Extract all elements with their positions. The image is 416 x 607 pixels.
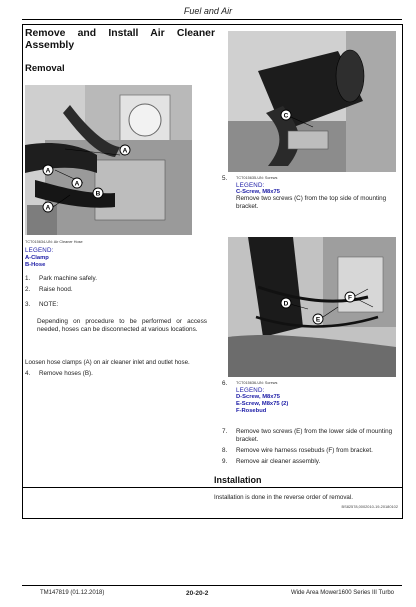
right-column	[214, 25, 402, 518]
callout-label-d: D	[283, 300, 289, 308]
content-frame	[22, 24, 403, 519]
footer-manual-id: TM147819 (01.12.2018)	[40, 590, 105, 596]
step-5-text: Remove two screws (C) from the top side of mounting bracket.	[236, 195, 387, 210]
step-7-text: Remove two screws (E) from the lower side of mounting bracket.	[236, 428, 393, 443]
step-6-number: 6.	[222, 380, 228, 387]
figure2-legend-screw-c: C-Screw, M8x75	[236, 189, 280, 195]
step-8-text: Remove wire harness rosebuds (F) from bracket.	[236, 447, 373, 454]
step-1-number: 1.	[25, 275, 31, 282]
callout-label-a-3: A	[74, 180, 80, 188]
figure3-legend-title: LEGEND:	[236, 387, 265, 394]
footer-page-number: 20-20-2	[186, 590, 209, 597]
figure1-legend-title: LEGEND:	[25, 247, 54, 254]
footer-rule	[22, 585, 402, 586]
figure3-caption: TCT015636-UN: Screws	[236, 381, 278, 385]
step-4-text: Remove hoses (B).	[39, 370, 93, 377]
step-7-number: 7.	[222, 428, 228, 435]
section-title	[25, 28, 215, 52]
step-1-text: Park machine safely.	[39, 275, 97, 282]
figure1-legend-hose: B-Hose	[25, 262, 46, 268]
figure3-legend-screw-e: E-Screw, M8x75 (2)	[236, 401, 289, 407]
figure-screws-top	[228, 31, 396, 172]
document-id: BS82578,0002010-19-20180102	[341, 504, 398, 509]
figure1-caption: TCT015634-UN: Air Cleaner Hose	[25, 240, 83, 244]
running-header: Fuel and Air	[183, 6, 233, 16]
step-2-number: 2.	[25, 286, 31, 293]
step-9-text: Remove air cleaner assembly.	[236, 458, 321, 465]
header-rule	[22, 19, 402, 20]
removal-heading: Removal	[25, 63, 65, 74]
step-8-number: 8.	[222, 447, 228, 454]
installation-heading: Installation	[214, 475, 262, 485]
step-5-number: 5.	[222, 175, 228, 182]
air-cleaner-top-illustration	[228, 31, 396, 172]
callout-label-a-2: A	[45, 167, 51, 175]
figure3-legend-rosebud-f: F-Rosebud	[236, 408, 267, 414]
callout-label-a-4: A	[45, 204, 51, 212]
callout-label-f: F	[348, 294, 352, 302]
footer-model: Wide Area Mower1600 Series III Turbo	[290, 590, 394, 596]
engine-illustration	[25, 85, 192, 235]
step-4-number: 4.	[25, 370, 31, 377]
figure1-legend-clamp: A-Clamp	[25, 255, 49, 261]
left-column	[23, 25, 222, 518]
figure3-legend-screw-d: D-Screw, M8x75	[236, 394, 280, 400]
callout-label-a-1: A	[122, 147, 128, 155]
section-title-line1: Remove and Install Air Cleaner	[25, 28, 215, 39]
step-2-text: Raise hood.	[39, 286, 73, 293]
step-3-note-label: NOTE:	[39, 301, 59, 308]
figure2-legend-title: LEGEND:	[236, 182, 265, 189]
figure-screws-lower	[228, 237, 396, 377]
callout-label-c: C	[283, 112, 289, 120]
callout-label-e: E	[315, 316, 321, 324]
mounting-bracket-illustration	[228, 237, 396, 377]
step-3-number: 3.	[25, 301, 31, 308]
note-body: Depending on procedure to be performed or access needed, hoses can be disconnected at various locations.	[37, 318, 207, 333]
step-9-number: 9.	[222, 458, 228, 465]
installation-body: Installation is done in the reverse order of removal.	[214, 494, 353, 501]
frame-divider	[23, 487, 402, 488]
section-title-line2: Assembly	[25, 40, 75, 51]
figure2-caption: TCT015635-UN: Screws	[236, 176, 278, 180]
figure-air-cleaner-hose	[25, 85, 192, 235]
loosen-clamps-text: Loosen hose clamps (A) on air cleaner inlet and outlet hose.	[25, 359, 190, 366]
callout-label-b: B	[95, 190, 101, 198]
